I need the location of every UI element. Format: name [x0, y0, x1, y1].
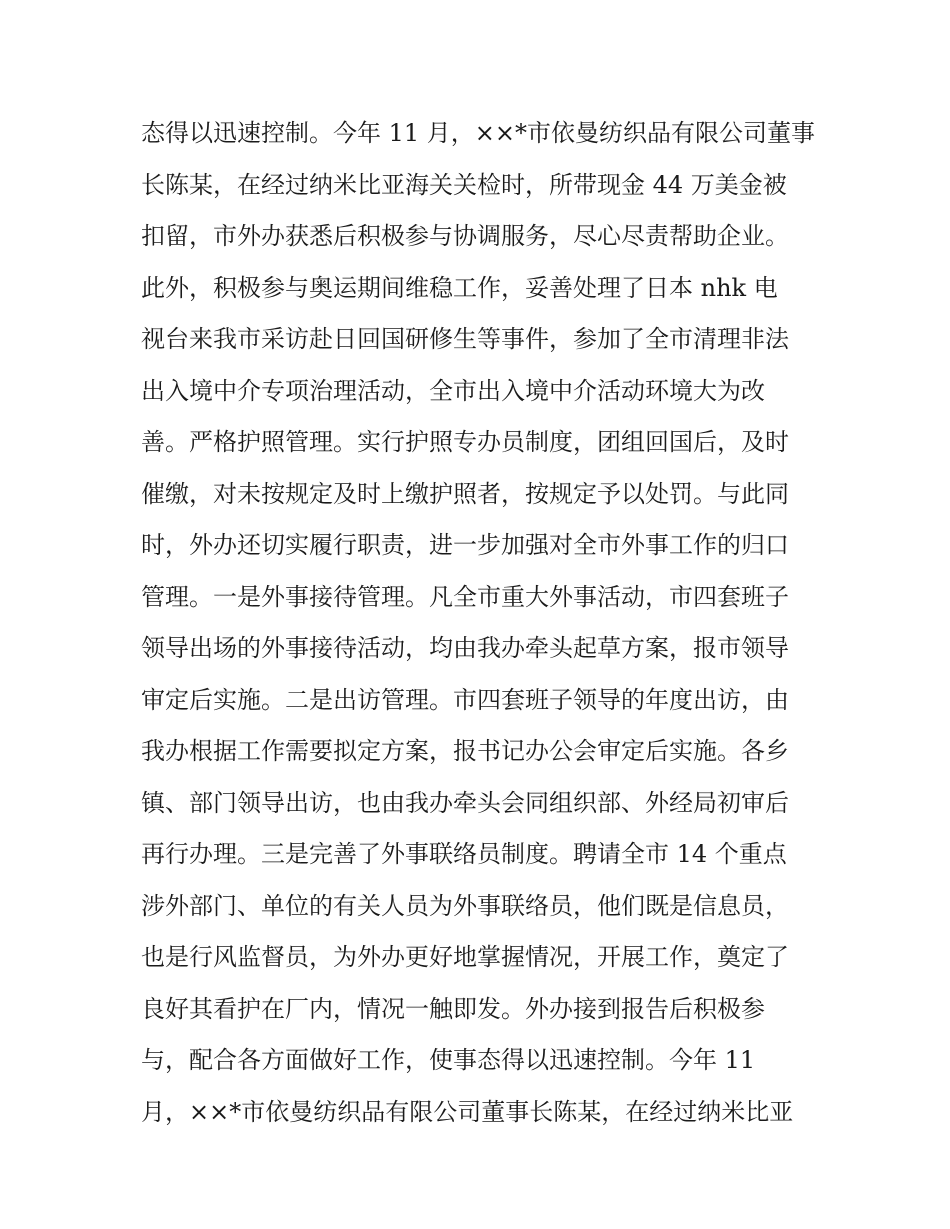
- text-line-9: 时，外办还切实履行职责，进一步加强对全市外事工作的归口: [141, 531, 789, 559]
- text-line-12: 审定后实施。二是出访管理。市四套班子领导的年度出访，由: [141, 685, 789, 714]
- text-line-13: 我办根据工作需要拟定方案，报书记办公会审定后实施。各乡: [141, 737, 789, 765]
- text-line-15: 再行办理。三是完善了外事联络员制度。聘请全市 14 个重点: [141, 840, 787, 868]
- text-line-6: 出入境中介专项治理活动，全市出入境中介活动环境大为改: [141, 376, 765, 405]
- text-line-14: 镇、部门领导出访，也由我办牵头会同组织部、外经局初审后: [141, 788, 789, 817]
- text-line-3: 扣留，市外办获悉后积极参与协调服务，尽心尽责帮助企业。: [141, 222, 789, 250]
- text-line-17: 也是行风监督员，为外办更好地掌握情况，开展工作，奠定了: [141, 943, 789, 971]
- text-line-8: 催缴，对未按规定及时上缴护照者，按规定予以处罚。与此同: [141, 479, 789, 508]
- text-line-4: 此外，积极参与奥运期间维稳工作，妥善处理了日本 nhk 电: [141, 273, 778, 302]
- text-line-2: 长陈某，在经过纳米比亚海关关检时，所带现金 44 万美金被: [141, 170, 787, 199]
- text-line-7: 善。严格护照管理。实行护照专办员制度，团组回国后，及时: [141, 428, 789, 456]
- text-line-19: 与，配合各方面做好工作，使事态得以迅速控制。今年 11: [141, 1046, 756, 1074]
- text-line-18: 良好其看护在厂内，情况一触即发。外办接到报告后积极参: [141, 994, 765, 1023]
- text-line-10: 管理。一是外事接待管理。凡全市重大外事活动，市四套班子: [141, 582, 789, 611]
- text-line-5: 视台来我市采访赴日回国研修生等事件，参加了全市清理非法: [141, 325, 789, 353]
- body-paragraph: [141, 108, 841, 1138]
- text-line-1: 态得以迅速控制。今年 11 月，××*市依曼纺织品有限公司董事: [141, 119, 816, 147]
- text-line-20: 月，××*市依曼纺织品有限公司董事长陈某，在经过纳米比亚: [141, 1097, 794, 1126]
- text-line-16: 涉外部门、单位的有关人员为外事联络员，他们既是信息员，: [141, 891, 789, 920]
- text-line-11: 领导出场的外事接待活动，均由我办牵头起草方案，报市领导: [141, 634, 789, 662]
